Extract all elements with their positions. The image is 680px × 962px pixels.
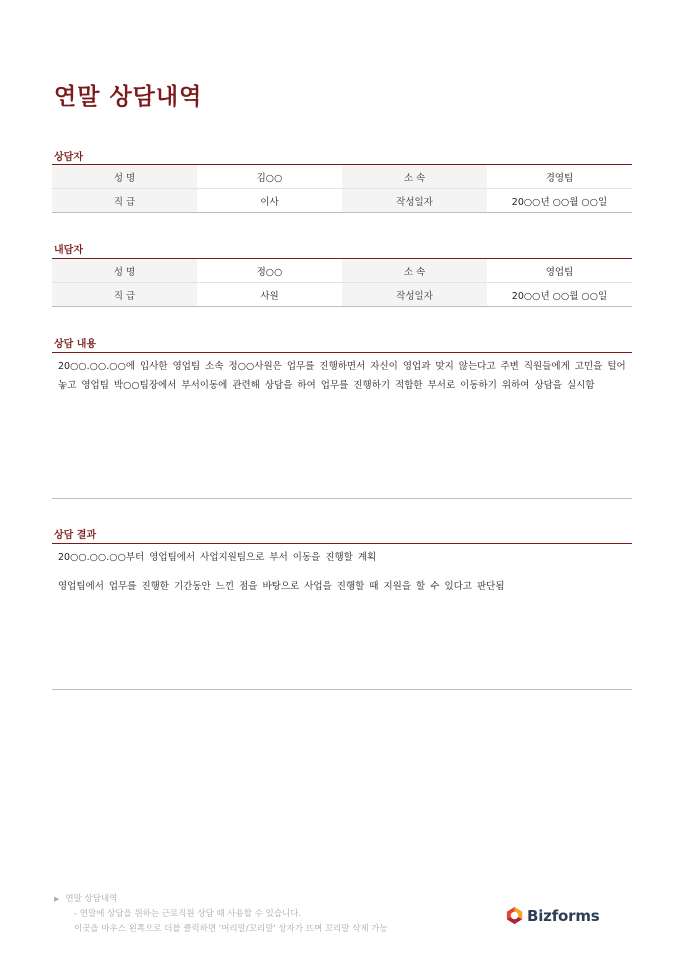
client-section-label: 내담자	[54, 245, 83, 256]
result-section-label: 상담 결과	[54, 530, 97, 541]
footer-title: 연말 상담내역	[65, 894, 118, 904]
result-line-1: 20○○.○○.○○부터 영업팀에서 사업지원팀으로 부서 이동을 진행할 계획	[58, 552, 377, 563]
client-date-value[interactable]: 20○○년 ○○월 ○○일	[487, 283, 632, 307]
date-label: 작성일자	[342, 189, 487, 213]
client-department-value[interactable]: 영업팀	[487, 259, 632, 283]
bizforms-logo-icon	[505, 906, 524, 925]
result-text-box[interactable]	[52, 543, 632, 690]
name-label: 성 명	[52, 259, 197, 283]
counselor-table	[52, 164, 632, 213]
date-label: 작성일자	[342, 283, 487, 307]
table-row	[52, 189, 632, 213]
department-label: 소 속	[342, 259, 487, 283]
rank-label: 직 급	[52, 189, 197, 213]
counselor-date-value[interactable]: 20○○년 ○○월 ○○일	[487, 189, 632, 213]
footer-description: - 연말에 상담을 원하는 근로직원 상담 때 사용할 수 있습니다.	[74, 909, 302, 919]
content-text: 20○○.○○.○○에 입사한 영업팀 소속 정○○사원은 업무를 진행하면서 자신이 영업과 맞지 않는다고 주변 직원들에게 고민을 털어놓고 영업팀 박○○팀장에서 부서이동에 관련해 상담을 하여 업무를 진행하기 적합한 부서로 이동하기 위하여 상담을 실시함	[58, 361, 626, 391]
counselor-department-value[interactable]: 경영팀	[487, 165, 632, 189]
client-rank-value[interactable]: 사원	[197, 283, 342, 307]
footer-title-row	[54, 892, 388, 907]
client-table	[52, 258, 632, 307]
page-title: 연말 상담내역	[54, 84, 203, 110]
result-line-2: 영업팀에서 업무를 진행한 기간동안 느낀 점을 바탕으로 사업을 진행할 때 지원을 할 수 있다고 판단됨	[58, 581, 505, 592]
table-row	[52, 283, 632, 307]
bizforms-logo	[505, 906, 600, 925]
content-section-label: 상담 내용	[54, 339, 97, 350]
counselor-rank-value[interactable]: 이사	[197, 189, 342, 213]
table-row	[52, 259, 632, 283]
counselor-section-label: 상담자	[54, 152, 83, 163]
footer[interactable]	[54, 892, 388, 937]
bizforms-logo-text: Bizforms	[527, 906, 600, 925]
rank-label: 직 급	[52, 283, 197, 307]
table-row	[52, 165, 632, 189]
department-label: 소 속	[342, 165, 487, 189]
content-text-box[interactable]	[52, 352, 632, 499]
counselor-name-value[interactable]: 김○○	[197, 165, 342, 189]
triangle-bullet-icon: ▶	[54, 895, 60, 903]
footer-hint: 이곳을 마우스 왼쪽으로 더블 클릭하면 '머리말/꼬리말' 상자가 뜨며 꼬리말 삭제 가능	[74, 924, 388, 934]
name-label: 성 명	[52, 165, 197, 189]
client-name-value[interactable]: 정○○	[197, 259, 342, 283]
